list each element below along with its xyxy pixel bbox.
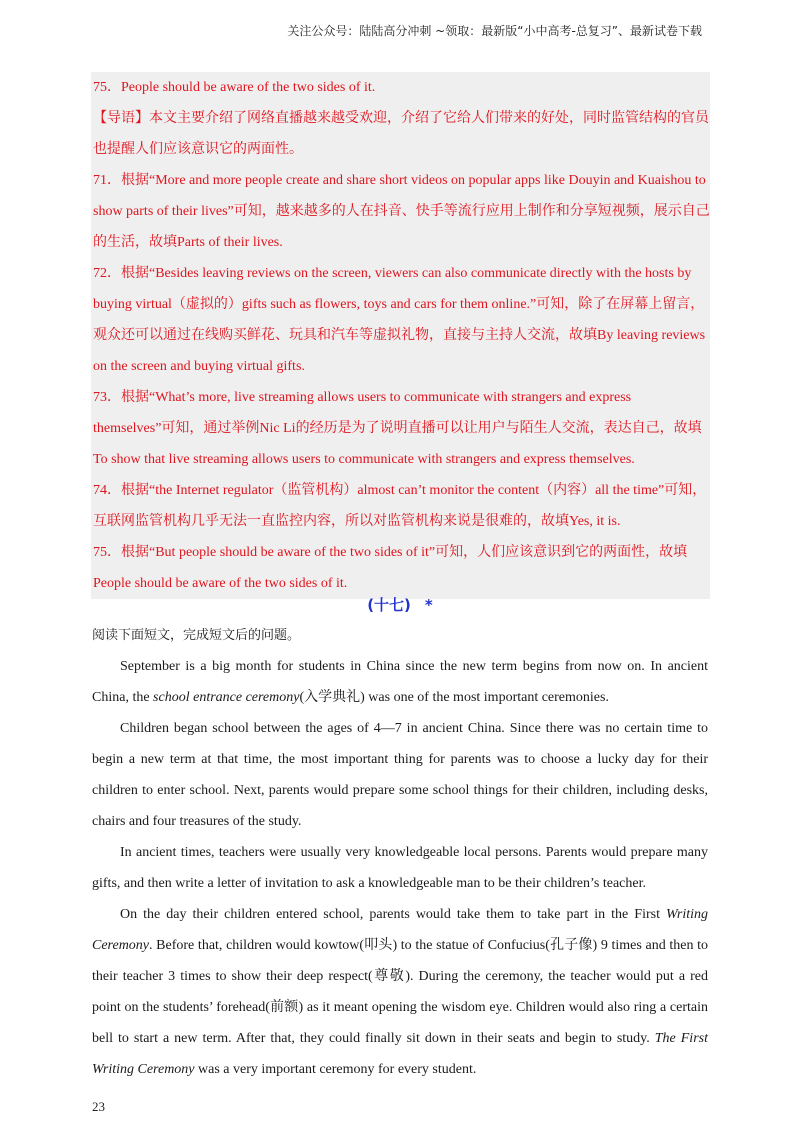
answer-line: 75．People should be aware of the two sides of it. bbox=[93, 80, 376, 95]
paragraph-1 bbox=[92, 651, 708, 713]
paragraph-1-text-end: (入学典礼) was one of the most important ceremonies. bbox=[299, 690, 609, 705]
answer-explanation-75: 75．根据“But people should be aware of the two sides of it”可知，人们应该意识到它的两面性，故填People should be aware of the two sides of it. bbox=[93, 545, 688, 591]
paragraph-4 bbox=[92, 899, 708, 1085]
instruction: 阅读下面短文，完成短文后的问题。 bbox=[92, 628, 301, 643]
answer-explanation-72: 72．根据“Besides leaving reviews on the screen, viewers can also communicate directly with the hosts by buying virtual（虚拟的）gifts such as flowers, toys and cars for them online.”可知，除了在屏幕上留言，观众还可以通过在线购买鲜花、玩具和汽车等虚拟礼物，直接与主持人交流，故填By leaving reviews on the screen and buying virtual gifts. bbox=[93, 266, 706, 374]
paragraph-4-text-mid: . Before that, children would kowtow(叩头) to the statue of Confucius(孔子像) 9 times and then to their teacher 3 times to show their deep respect(尊敬). During the ceremony, the teacher would put a red point on the students’ forehead(前额) as it meant opening the wisdom eye. Children would also ring a certain bell to start a new term. After that, they could finally sit down in their seats and begin to study. bbox=[92, 938, 708, 1046]
paragraph-1-text: September is a big month for students in China since the new term begins from now on. In ancient China, the bbox=[92, 659, 708, 705]
paragraph-4-text-end: was a very important ceremony for every student. bbox=[194, 1062, 477, 1077]
answer-explanation-block bbox=[91, 72, 710, 599]
section-number: (十七) bbox=[367, 596, 411, 614]
answer-explanation-74: 74．根据“the Internet regulator（监管机构）almost can’t monitor the content（内容）all the time”可知，互联网监管机构几乎无法一直监控内容，所以对监管机构来说是很难的，故填Yes, it is. bbox=[93, 483, 707, 529]
reading-passage bbox=[92, 620, 708, 1085]
paragraph-2: Children began school between the ages of 4—7 in ancient China. Since there was no certain time to begin a new term at that time, the most important thing for parents was to choose a lucky day for their children to enter school. Next, parents would prepare some school things for their children, including desks, chairs and four treasures of the study. bbox=[92, 721, 708, 829]
paragraph-4-text: On the day their children entered school, parents would take them to take part in the First bbox=[120, 907, 666, 922]
paragraph-3: In ancient times, teachers were usually very knowledgeable local persons. Parents would prepare many gifts, and then write a letter of invitation to ask a knowledgeable man to be their children’s teacher. bbox=[92, 845, 708, 891]
page-number: 23 bbox=[92, 1099, 105, 1114]
guide-summary: 【导语】本文主要介绍了网络直播越来越受欢迎，介绍了它给人们带来的好处，同时监管结构的官员也提醒人们应该意识它的两面性。 bbox=[93, 111, 709, 157]
answer-explanation-73: 73．根据“What’s more, live streaming allows users to communicate with strangers and express themselves”可知，通过举例Nic Li的经历是为了说明直播可以让用户与陌生人交流，表达自己，故填To show that live streaming allows users to communicate with strangers and express themselves. bbox=[93, 390, 702, 467]
paragraph-1-term: school entrance ceremony bbox=[153, 690, 300, 705]
answer-explanation-71: 71．根据“More and more people create and share short videos on popular apps like Douyin and Kuaishou to show parts of their lives”可知，越来越多的人在抖音、快手等流行应用上制作和分享短视频，展示自己的生活，故填Parts of their lives. bbox=[93, 173, 710, 250]
section-title bbox=[0, 594, 800, 615]
paragraph-4-term-1: Writing Ceremony bbox=[92, 907, 708, 953]
paragraph-4-term-2: The First Writing Ceremony bbox=[92, 1031, 708, 1077]
page-header: 关注公众号：陆陆高分冲刺 ~领取：最新版“小中高考-总复习”、最新试卷下载 bbox=[287, 24, 702, 38]
star-icon: * bbox=[424, 596, 433, 614]
